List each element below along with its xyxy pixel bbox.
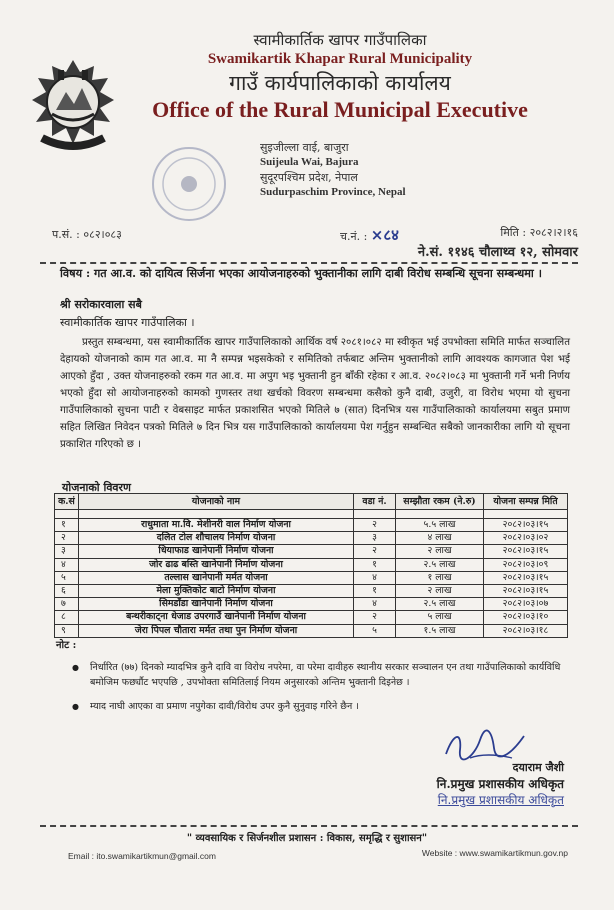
table-row — [55, 545, 568, 558]
table-row — [55, 519, 568, 532]
np-office-name: गाउँ कार्यपालिकाको कार्यालय — [229, 71, 451, 95]
addressee-line-1: श्री सरोकारवाला सबै — [60, 298, 142, 311]
date-nepal-sambat: ने.सं. ११४६ चौलाथ्व १२, सोमवार — [417, 245, 578, 260]
signatory-stamp: नि.प्रमुख प्रशासकीय अधिकृत — [437, 793, 564, 807]
cell-sn: ४ — [55, 558, 79, 571]
cell-ward: २ — [354, 545, 396, 558]
table-row — [55, 598, 568, 611]
notice-body: प्रस्तुत सम्बन्धमा, यस स्वामीकार्तिक खापर गाउँपालिकाको आर्थिक वर्ष २०८१।०८२ मा स्वीकृत भई उपभोक्ता समिति मार्फत सञ्चालित देहायको योजनाको काम गत आ.व. मा नै सम्पन्न भइसकेको र समितिको तर्फबाट अन्तिम भुक्तानीको लागि आवश्यक कागजात पेश भई आएको हुँदा , उक्त योजनाहरुको रकम गत आ.व. मा अपुग भइ भुक्तानी हुन बाँकी रहेका र आ.व. २०८२।०८३ मा भुक्तानी गर्ने भनी निर्णय भएको हुँदा सो आयोजनाहरुको कामको गुणस्तर तथा खर्चको विवरण सम्बन्धमा कसैको कुनै दाबी, उजुरी, वा विरोध भएमा यो सुचना गाउँपालिकाको सुचना पाटी र वेबसाइट मार्फत प्रकाशसित भएको मितिले ७ (सात) दिनभित्र यस गाउँपालिकाको कार्यालयमा सबुत प्रमाण सहित लिखित निवेदन पत्रको मितिले ७ दिन भित्र यस गाउँपालिकाको कार्यालयमा पेश गर्नुहुन सम्बन्धित सबैको जानकारीका लागि यो सूचना प्रकाशित गरिएको छ । — [60, 337, 570, 450]
table-header-row — [55, 494, 568, 510]
cell-date: २०८२।०३।१८ — [484, 624, 568, 637]
table-row-spacer — [55, 510, 568, 519]
dispatch-value: ×८४ — [370, 226, 399, 244]
cell-amount: १ लाख — [396, 571, 484, 584]
cell-sn: ९ — [55, 624, 79, 637]
note-item: ● निर्धारित (७७) दिनको म्यादभित्र कुनै दावि वा विरोध नपरेमा, वा परेमा दावीहरु स्थानीय सरकार सञ्चालन एन तथा गाउँपालिकाको कार्यविधि बमोजिम फर्छ्यौट भएपछि , उपभोक्ता समितिलाई नियम अनुसारको अन्तिम भुक्तानी दिइनेछ । — [72, 660, 572, 690]
subject-line: विषय : गत आ.व. को दायित्व सिर्जना भएका आयोजनाहरुको भुक्तानीका लागि दाबी विरोध सम्बन्धि सूचना सम्बन्धमा । — [60, 266, 542, 280]
cell-date: २०८२।०३।१५ — [484, 571, 568, 584]
cell-ward: ३ — [354, 532, 396, 545]
cell-sn: ५ — [55, 571, 79, 584]
municipality-emblem — [28, 56, 118, 156]
cell-sn: १ — [55, 519, 79, 532]
cell-date: २०८२।०३।०२ — [484, 532, 568, 545]
cell-date: २०८२।०३।०७ — [484, 598, 568, 611]
cell-sn: ३ — [55, 545, 79, 558]
reference-line — [40, 222, 578, 262]
table-row — [55, 571, 568, 584]
cell-date: २०८२।०३।०९ — [484, 558, 568, 571]
cell-name: धियाफाड खानेपानी निर्माण योजना — [79, 545, 354, 558]
signatory-name: दयाराम जैशी — [512, 761, 564, 774]
cell-date: २०८२।०३।१५ — [484, 545, 568, 558]
dispatch-number — [340, 225, 399, 245]
cell-date: २०८२।०३।१५ — [484, 584, 568, 597]
dispatch-label: च.नं. : — [340, 230, 368, 243]
cell-name: सिमडाँडा खानेपानी निर्माण योजना — [79, 598, 354, 611]
table-row — [55, 558, 568, 571]
signatory-block — [437, 760, 564, 808]
cell-date: २०८२।०३।१० — [484, 611, 568, 624]
cell-sn: ७ — [55, 598, 79, 611]
en-address: Suijeula Wai, Bajura — [260, 156, 359, 168]
cell-ward: ५ — [354, 624, 396, 637]
cell-amount: ५.५ लाख — [396, 519, 484, 532]
cell-amount: २ लाख — [396, 545, 484, 558]
col-header-ward: वडा नं. — [354, 494, 396, 510]
footer-divider — [40, 825, 578, 827]
note-item: ● म्याद नाघी आएका वा प्रमाण नपुगेका दावी/विरोध उपर कुनै सुनुवाइ गरिने छैन । — [72, 699, 572, 714]
footer-motto: " व्यवसायिक र सिर्जनशील प्रशासन : विकास, समृद्धि र सुशासन" — [186, 833, 428, 844]
cell-ward: १ — [354, 584, 396, 597]
col-header-amount: सम्झौता रकम (ने.रु) — [396, 494, 484, 510]
footer-email: Email : ito.swamikartikmun@gmail.com — [68, 851, 216, 861]
letter-number: प.सं. : ०८२।०८३ — [52, 228, 122, 241]
footer-website: Website : www.swamikartikmun.gov.np — [421, 848, 568, 858]
en-province: Sudurpaschim Province, Nepal — [260, 186, 406, 198]
col-header-name: योजनाको नाम — [79, 494, 354, 510]
col-header-date: योजना सम्पन्न मिति — [484, 494, 568, 510]
table-title: योजनाको विवरण — [62, 481, 132, 494]
note-label: नोट : — [56, 640, 77, 651]
cell-amount: २ लाख — [396, 584, 484, 597]
np-municipality-name: स्वामीकार्तिक खापर गाउँपालिका — [253, 31, 427, 49]
cell-date: २०८२।०३।१५ — [484, 519, 568, 532]
projects-table — [54, 493, 568, 638]
office-address — [260, 140, 406, 200]
cell-name: जोर ढाढ बस्ति खानेपानी निर्माण योजना — [79, 558, 354, 571]
date-ad: मिति : २०८२।२।१६ — [500, 226, 578, 239]
cell-name: राधुमाता मा.वि. मेशीनरी वाल निर्माण योजना — [79, 519, 354, 532]
cell-name: तल्लास खानेपानी मर्मत योजना — [79, 571, 354, 584]
cell-ward: ४ — [354, 598, 396, 611]
en-office-name: Office of the Rural Municipal Executive — [152, 97, 528, 122]
signatory-title: नि.प्रमुख प्रशासकीय अधिकृत — [436, 777, 564, 791]
cell-name: बन्थरीकाट्ना धेजाड उपरगाउँ खानेपानी निर्माण योजना — [79, 611, 354, 624]
cell-sn: ६ — [55, 584, 79, 597]
office-stamp-icon — [145, 140, 233, 228]
en-municipality-name: Swamikartik Khapar Rural Municipality — [207, 51, 473, 67]
cell-sn: ८ — [55, 611, 79, 624]
cell-ward: ४ — [354, 571, 396, 584]
cell-amount: २.५ लाख — [396, 598, 484, 611]
cell-name: मेला मुक्तिकोट बाटो निर्माण योजना — [79, 584, 354, 597]
date-block — [418, 225, 578, 260]
table-row — [55, 532, 568, 545]
cell-name: दलित टोल शौचालय निर्माण योजना — [79, 532, 354, 545]
np-address: सुइजील्ला वाई, बाजुरा — [260, 141, 349, 154]
addressee-line-2: स्वामीकार्तिक खापर गाउँपालिका । — [60, 316, 195, 329]
cell-amount: ४ लाख — [396, 532, 484, 545]
cell-sn: २ — [55, 532, 79, 545]
table-row — [55, 611, 568, 624]
np-province: सुदूरपश्चिम प्रदेश, नेपाल — [260, 171, 358, 184]
cell-ward: १ — [354, 558, 396, 571]
cell-amount: १.५ लाख — [396, 624, 484, 637]
cell-ward: २ — [354, 519, 396, 532]
cell-amount: ५ लाख — [396, 611, 484, 624]
header-divider — [40, 262, 578, 264]
signature-icon — [440, 728, 530, 764]
col-header-sn: क.सं — [55, 494, 79, 510]
table-row — [55, 584, 568, 597]
cell-name: जेरा पिपल चौतारा मर्मत तथा पुन निर्माण योजना — [79, 624, 354, 637]
cell-ward: २ — [354, 611, 396, 624]
notes-list — [72, 660, 572, 723]
cell-amount: २.५ लाख — [396, 558, 484, 571]
letterhead — [150, 30, 530, 123]
table-row — [55, 624, 568, 637]
